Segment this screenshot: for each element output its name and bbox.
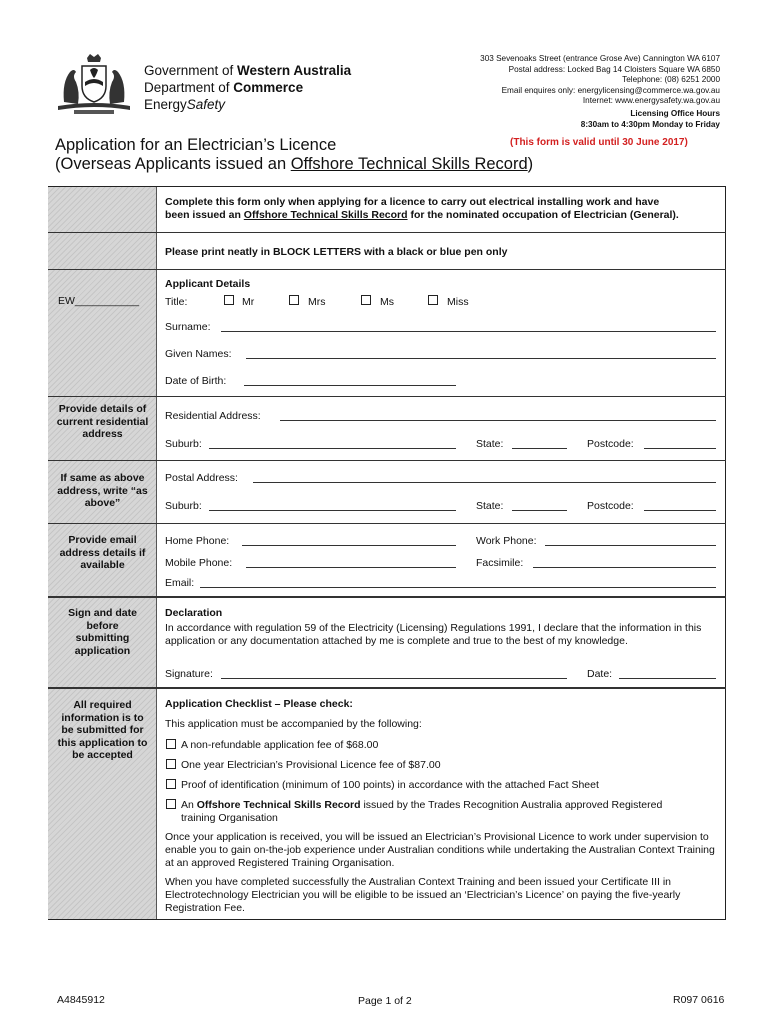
divider <box>48 396 726 397</box>
title-miss-checkbox[interactable] <box>428 295 438 305</box>
divider <box>48 269 726 270</box>
postal-postcode-label: Postcode: <box>587 500 634 512</box>
form-code: A4845912 <box>57 994 105 1006</box>
title-mr-checkbox[interactable] <box>224 295 234 305</box>
energysafety-brand: EnergySafety <box>144 97 226 112</box>
hours-title: Licensing Office Hours <box>630 108 720 118</box>
residential-postcode-field[interactable] <box>644 448 716 449</box>
title-line-2: (Overseas Applicants issued an Offshore Technical Skills Record) <box>55 155 534 173</box>
declaration-heading: Declaration <box>165 607 223 619</box>
postal-suburb-label: Suburb: <box>165 500 202 512</box>
revision-code: R097 0616 <box>673 994 725 1006</box>
given-names-label: Given Names: <box>165 348 232 360</box>
checklist-item-continued: training Organisation <box>181 812 278 824</box>
checklist-item: A non-refundable application fee of $68.00 <box>181 739 379 751</box>
title-ms-label: Ms <box>380 296 394 308</box>
given-names-field[interactable] <box>246 358 716 359</box>
email-label: Email: <box>165 577 195 589</box>
checklist-info-2: When you have completed successfully the Australian Context Training and been issued your Certificate III in Electrotechnology Electrician you will be eligible to be issued an ‘Electrician’s Licence’ on paying the five-yearly Registration Fee. <box>165 876 681 914</box>
signature-label: Signature: <box>165 668 213 680</box>
postal-state-label: State: <box>476 500 504 512</box>
work-phone-label: Work Phone: <box>476 535 537 547</box>
surname-label: Surname: <box>165 321 211 333</box>
dob-field[interactable] <box>244 385 456 386</box>
checklist-item: An Offshore Technical Skills Record issued by the Trades Recognition Australia approved Registered <box>181 799 663 811</box>
divider <box>48 232 726 233</box>
title-miss-label: Miss <box>447 296 469 308</box>
applicant-heading: Applicant Details <box>165 278 251 290</box>
address-line: Email enquires only: energylicensing@commerce.wa.gov.au <box>501 85 720 95</box>
postal-side-note: If same as above address, write “as above” <box>57 472 148 509</box>
side-panel <box>48 233 157 269</box>
contact-side-note: Provide email address details if available <box>59 534 146 571</box>
divider <box>48 523 726 524</box>
postal-postcode-field[interactable] <box>644 510 716 511</box>
residential-state-label: State: <box>476 438 504 450</box>
surname-field[interactable] <box>221 331 716 332</box>
address-line: Postal address: Locked Bag 14 Cloisters Square WA 6850 <box>508 64 720 74</box>
postal-state-field[interactable] <box>512 510 567 511</box>
title-line-1: Application for an Electrician’s Licence <box>55 136 337 154</box>
checklist-intro: This application must be accompanied by the following: <box>165 718 422 730</box>
checklist-identification-checkbox[interactable] <box>166 779 176 789</box>
department-name: Department of Commerce <box>144 80 304 95</box>
residential-address-field[interactable] <box>280 420 716 421</box>
facsimile-field[interactable] <box>533 567 716 568</box>
residential-side-note: Provide details of current residential address <box>56 403 149 440</box>
title-mr-label: Mr <box>242 296 255 308</box>
mobile-phone-field[interactable] <box>246 567 456 568</box>
wa-crest-logo <box>54 52 134 116</box>
declaration-text: In accordance with regulation 59 of the Electricity (Licensing) Regulations 1991, I declare that the information in this application or any documentation attached by me is complete and true to the best of my knowledge. <box>165 622 702 647</box>
residential-suburb-field[interactable] <box>209 448 456 449</box>
title-label: Title: <box>165 296 188 308</box>
declaration-side-note: Sign and date before submitting application <box>68 607 137 657</box>
divider <box>48 460 726 461</box>
checklist-side-note: All required information is to be submitted for this application to be accepted <box>57 699 148 761</box>
side-panel <box>48 187 157 232</box>
checklist-info-1: Once your application is received, you will be issued an Electrician’s Provisional Licence to work under supervision to enable you to gain on-the-job experience under Australian conditions while undertaking the Australian Context Training at an approved Registered Training Organisation. <box>165 831 715 869</box>
mobile-phone-label: Mobile Phone: <box>165 557 233 569</box>
residential-state-field[interactable] <box>512 448 567 449</box>
residential-suburb-label: Suburb: <box>165 438 202 450</box>
intro-text: Complete this form only when applying for a licence to carry out electrical installing work and have been issued an Offshore Technical Skills Record for the nominated occupation of Electrician (General). <box>165 196 679 221</box>
home-phone-field[interactable] <box>242 545 456 546</box>
address-line: Telephone: (08) 6251 2000 <box>622 75 720 85</box>
checklist-heading: Application Checklist – Please check: <box>165 698 353 710</box>
email-field[interactable] <box>200 587 716 588</box>
date-field[interactable] <box>619 678 716 679</box>
divider <box>48 596 726 598</box>
work-phone-field[interactable] <box>545 545 716 546</box>
dob-label: Date of Birth: <box>165 375 227 387</box>
checklist-item: One year Electrician’s Provisional Licence fee of $87.00 <box>181 759 441 771</box>
hours-text: 8:30am to 4:30pm Monday to Friday <box>580 119 720 129</box>
checklist-fee-checkbox[interactable] <box>166 739 176 749</box>
address-line: 303 Sevenoaks Street (entrance Grose Ave) Cannington WA 6107 <box>480 54 720 63</box>
validity-notice: (This form is valid until 30 June 2017) <box>510 137 688 148</box>
checklist-skills-record-checkbox[interactable] <box>166 799 176 809</box>
title-mrs-checkbox[interactable] <box>289 295 299 305</box>
office-address <box>480 54 720 130</box>
checklist-item: Proof of identification (minimum of 100 points) in accordance with the attached Fact Sheet <box>181 779 599 791</box>
print-note: Please print neatly in BLOCK LETTERS with a black or blue pen only <box>165 246 508 258</box>
form-title <box>55 136 533 174</box>
checklist-licence-fee-checkbox[interactable] <box>166 759 176 769</box>
date-label: Date: <box>587 668 613 680</box>
government-name: Government of Western Australia <box>144 63 352 78</box>
address-line: Internet: www.energysafety.wa.gov.au <box>582 96 720 106</box>
postal-suburb-field[interactable] <box>209 510 456 511</box>
postal-address-label: Postal Address: <box>165 472 238 484</box>
title-mrs-label: Mrs <box>308 296 326 308</box>
residential-postcode-label: Postcode: <box>587 438 634 450</box>
side-panel <box>48 270 157 396</box>
divider <box>48 687 726 689</box>
residential-address-label: Residential Address: <box>165 410 261 422</box>
page-number: Page 1 of 2 <box>358 995 412 1007</box>
postal-address-field[interactable] <box>253 482 716 483</box>
ew-number-label: EW___________ <box>58 295 140 307</box>
signature-field[interactable] <box>221 678 567 679</box>
home-phone-label: Home Phone: <box>165 535 230 547</box>
facsimile-label: Facsimile: <box>476 557 524 569</box>
title-ms-checkbox[interactable] <box>361 295 371 305</box>
